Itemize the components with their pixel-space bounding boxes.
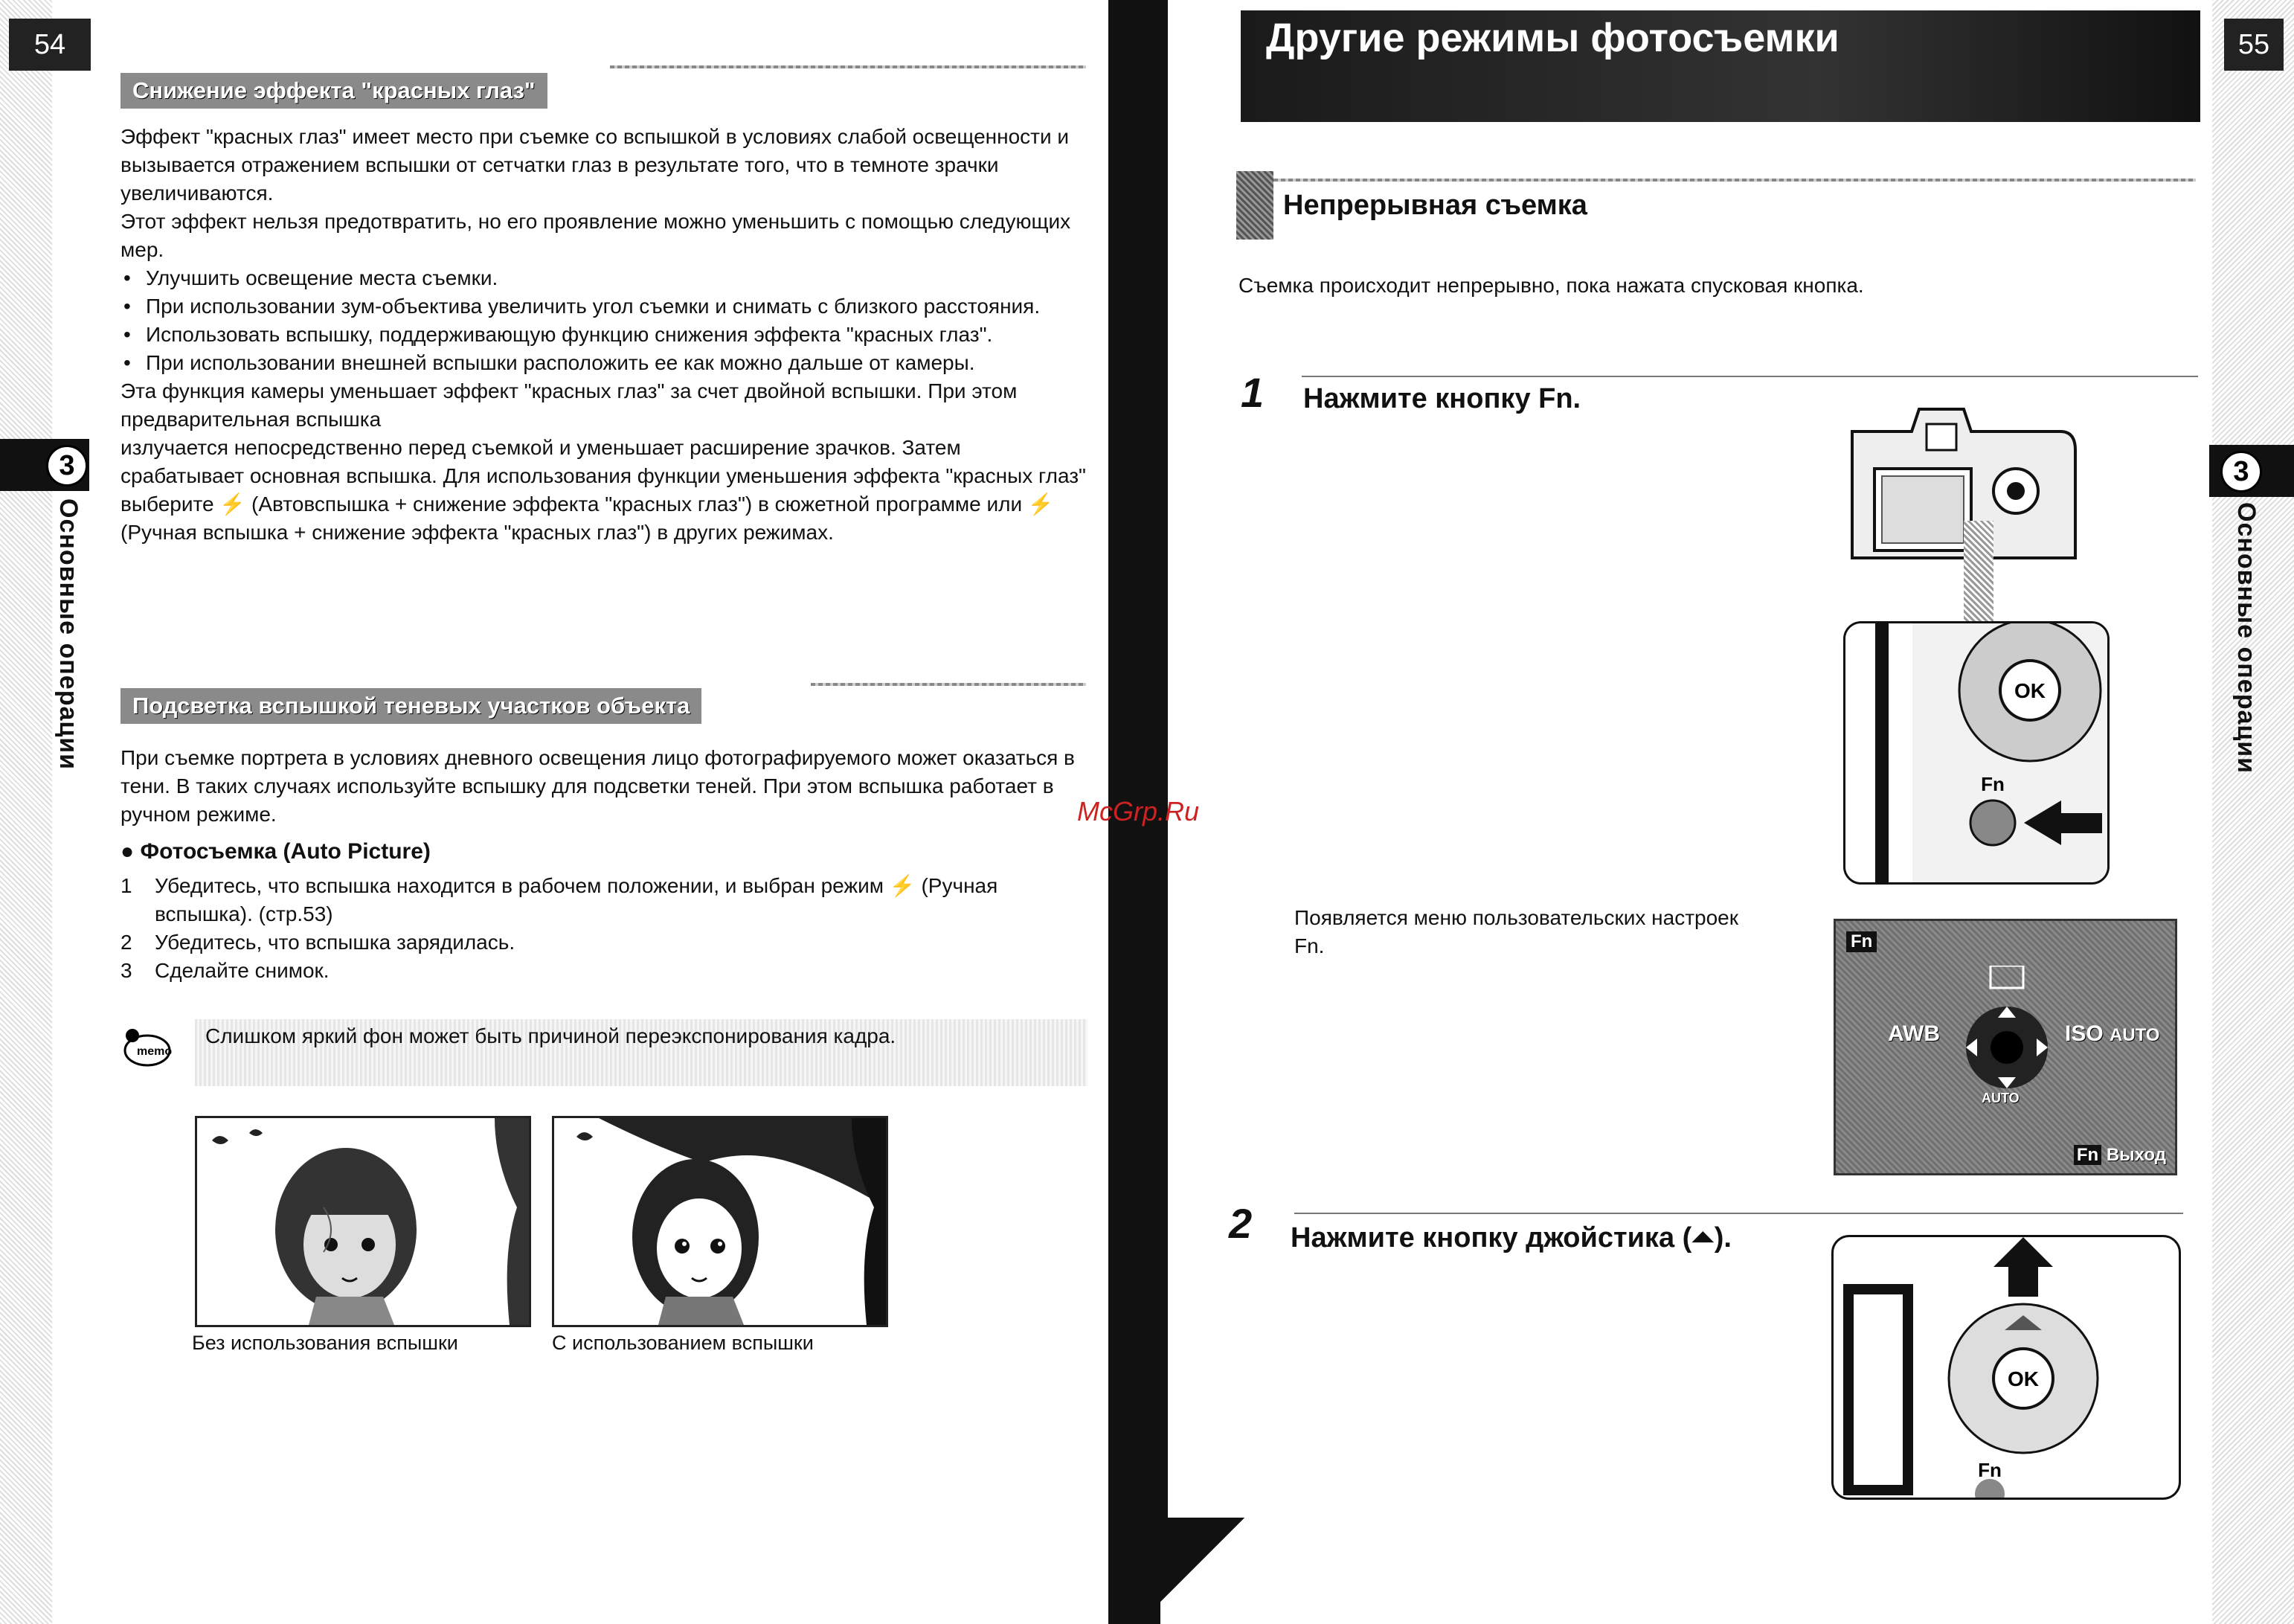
list-item: • Улучшить освещение места съемки.: [121, 264, 1087, 292]
intro-text: Съемка происходит непрерывно, пока нажата спусковая кнопка.: [1238, 274, 1864, 297]
zoom-connector: [1964, 521, 1993, 625]
step-text: Убедитесь, что вспышка зарядилась.: [155, 931, 515, 954]
iso-value: AUTO: [2110, 1025, 2160, 1045]
iso-text: ISO: [2065, 1021, 2104, 1046]
list-item: [121, 928, 1087, 957]
divider: [1302, 376, 2198, 377]
step-number: 2: [121, 931, 132, 954]
auto-flash-label: AUTO: [1982, 1091, 2020, 1105]
iso-label: [2065, 1021, 2160, 1047]
step-number: 3: [121, 959, 132, 982]
memo-text: Слишком яркий фон может быть причиной переэкспонирования кадра.: [205, 1024, 896, 1047]
divider: [1294, 1213, 2183, 1214]
fn-menu-label: Fn: [1846, 931, 1877, 952]
steps-list: [121, 872, 1087, 985]
section-heading-continuous: Непрерывная съемка: [1283, 190, 1587, 221]
step-text: Сделайте снимок.: [155, 959, 330, 982]
watermark: McGrp.Ru: [1077, 796, 1200, 827]
memo-icon-text: memo: [137, 1045, 173, 1058]
ok-label: OK: [2014, 679, 2046, 702]
caption-no-flash: Без использования вспышки: [192, 1332, 458, 1354]
paragraph: излучается непосредственно перед съемкой и уменьшает расширение зрачков. Затем срабатывает основная вспышка. Для использования функции уменьшения эффекта "красных глаз" выберите ⚡ (Автовспышка + снижение эффекта "красных глаз") в сюжетной программе или ⚡ (Ручная вспышка + снижение эффекта "красных глаз") в других режимах.: [121, 436, 1086, 544]
step-number: 1: [121, 874, 132, 897]
list-item: • При использовании внешней вспышки расположить ее как можно дальше от камеры.: [121, 349, 1087, 377]
awb-label: AWB: [1888, 1021, 1940, 1046]
right-chapter-number: 3: [2220, 451, 2262, 492]
subheading-text: Фотосъемка (Auto Picture): [140, 839, 431, 864]
right-chapter-title: Основные операции: [2232, 502, 2261, 774]
caption-with-flash: С использованием вспышки: [552, 1332, 814, 1354]
paragraph: Эта функция камеры уменьшает эффект "красных глаз" за счет двойной вспышки. При этом предварительная вспышка: [121, 379, 1018, 431]
memo-icon: [119, 1025, 173, 1070]
right-page-number: 55: [2224, 19, 2284, 71]
paragraph: Эффект "красных глаз" имеет место при съемке со вспышкой в условиях слабой освещенности и вызывается отражением вспышки от сетчатки глаз в результате того, что в темноте зрачки увеличиваются.: [121, 125, 1070, 205]
list-item: [121, 872, 1087, 928]
left-page-edge: [0, 0, 52, 1624]
paragraph: Этот эффект нельзя предотвратить, но его проявление можно уменьшить с помощью следующих мер.: [121, 210, 1071, 261]
joystick-up-closeup: [1831, 1235, 2181, 1500]
section-heading-red-eye: Снижение эффекта "красных глаз": [121, 73, 547, 109]
step-number: 1: [1241, 369, 1265, 416]
joystick-closeup: [1843, 621, 2110, 885]
bullet-icon: ●: [121, 839, 141, 864]
illustration-with-flash: [552, 1116, 888, 1327]
illustration-no-flash: [195, 1116, 531, 1327]
bullet-list: [121, 264, 1087, 377]
red-eye-text: [121, 123, 1087, 547]
heading-rule: [811, 683, 1086, 686]
left-chapter-title: Основные операции: [54, 498, 83, 771]
list-item: • Использовать вспышку, поддерживающую функцию снижения эффекта "красных глаз".: [121, 321, 1087, 349]
heading-rule: [610, 65, 1086, 68]
memo-note: [195, 1019, 1087, 1086]
fn-label: Fn: [1981, 773, 2005, 795]
step-1-text: Нажмите кнопку Fn.: [1303, 383, 1581, 414]
step-number: 2: [1229, 1200, 1253, 1247]
left-chapter-number: 3: [46, 445, 88, 487]
ok-label: OK: [2008, 1367, 2039, 1390]
list-item: • При использовании зум-объектива увеличить угол съемки и снимать с близкого расстояния.: [121, 292, 1087, 321]
list-item: [121, 957, 1087, 985]
section-marker: [1236, 171, 1273, 240]
exit-text: Выход: [2106, 1145, 2166, 1165]
section-rule: [1273, 179, 2196, 182]
page-title: Другие режимы фотосъемки: [1241, 10, 2200, 122]
exit-label: [2074, 1145, 2166, 1166]
right-page-edge: [2212, 0, 2294, 1624]
exit-fn-badge: Fn: [2074, 1145, 2101, 1165]
spine-curve: [1160, 1518, 1265, 1624]
step-text: Убедитесь, что вспышка находится в рабочем положении, и выбран режим ⚡ (Ручная вспышка). (стр.53): [155, 874, 998, 925]
menu-note: Появляется меню пользовательских настроек Fn.: [1294, 906, 1738, 957]
fn-menu-screen: [1834, 919, 2177, 1175]
left-page-number: 54: [9, 19, 91, 71]
section-heading-fill-flash: Подсветка вспышкой теневых участков объекта: [121, 688, 701, 724]
subheading: [121, 838, 1087, 866]
fill-flash-text: [121, 744, 1087, 985]
paragraph: При съемке портрета в условиях дневного освещения лицо фотографируемого может оказаться в тени. В таких случаях используйте вспышку для подсветки теней. При этом вспышка работает в ручном режиме.: [121, 746, 1075, 826]
fn-label: Fn: [1978, 1459, 2002, 1481]
step-2-text: Нажмите кнопку джойстика (⏶).: [1291, 1222, 1732, 1254]
